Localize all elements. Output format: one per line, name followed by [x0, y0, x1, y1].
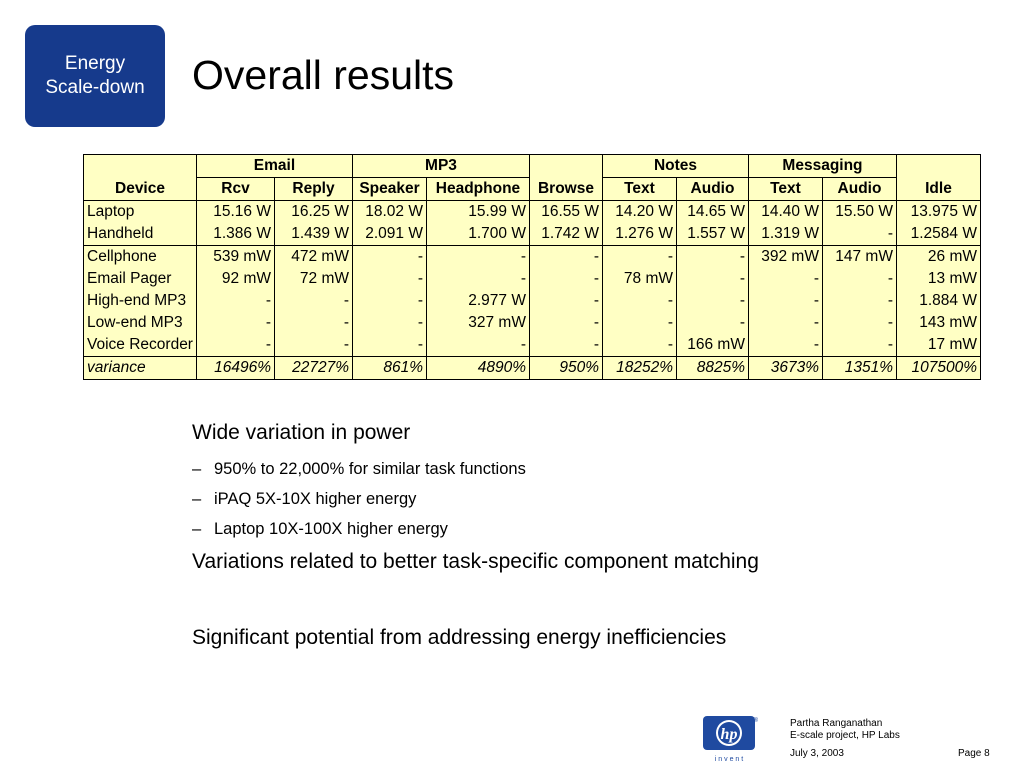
- table-cell: variance: [84, 357, 197, 380]
- footer-credits: [790, 718, 900, 742]
- col-header-notes-audio: Audio: [676, 178, 748, 201]
- group-mp3: MP3: [352, 155, 529, 178]
- table-cell: -: [529, 312, 602, 334]
- table-cell: 1.884 W: [896, 290, 980, 312]
- table-row: [84, 268, 981, 290]
- table-row: [84, 290, 981, 312]
- device-name-cell: Email Pager: [84, 268, 197, 290]
- table-cell: 78 mW: [602, 268, 676, 290]
- table-row: [84, 312, 981, 334]
- table-cell: -: [196, 290, 274, 312]
- col-header-rcv: Rcv: [196, 178, 274, 201]
- table-cell: 143 mW: [896, 312, 980, 334]
- table-cell: 539 mW: [196, 246, 274, 269]
- table-cell: 8825%: [676, 357, 748, 380]
- section-badge: [25, 25, 165, 127]
- table-cell: 18.02 W: [352, 201, 426, 224]
- table-cell: 3673%: [748, 357, 822, 380]
- table-cell: -: [676, 312, 748, 334]
- table-group-header-row: [84, 155, 981, 178]
- table-cell: 950%: [529, 357, 602, 380]
- table-cell: -: [676, 268, 748, 290]
- table-cell: 1.319 W: [748, 223, 822, 246]
- table-cell: 2.977 W: [426, 290, 529, 312]
- table-cell: -: [529, 290, 602, 312]
- table-cell: -: [529, 268, 602, 290]
- device-name-cell: Cellphone: [84, 246, 197, 269]
- col-header-browse: Browse: [529, 178, 602, 201]
- group-notes: Notes: [602, 155, 748, 178]
- col-header-notes-text: Text: [602, 178, 676, 201]
- table-cell: -: [426, 268, 529, 290]
- table-cell: 26 mW: [896, 246, 980, 269]
- table-cell: 1.742 W: [529, 223, 602, 246]
- table-cell: 16.55 W: [529, 201, 602, 224]
- table-cell: 17 mW: [896, 334, 980, 357]
- bullet-significant-potential: Significant potential from addressing energy inefficiencies: [192, 626, 727, 649]
- table-cell: 1.386 W: [196, 223, 274, 246]
- table-cell: -: [676, 290, 748, 312]
- sub-bullet-text: iPAQ 5X-10X higher energy: [214, 490, 417, 508]
- table-row: [84, 246, 981, 269]
- table-cell: 13 mW: [896, 268, 980, 290]
- device-name-cell: Voice Recorder: [84, 334, 197, 357]
- badge-line-1: Energy: [64, 53, 126, 74]
- table-cell: 1351%: [822, 357, 896, 380]
- sub-bullet: – Laptop 10X-100X higher energy: [192, 520, 448, 538]
- device-name-cell: Low-end MP3: [84, 312, 197, 334]
- col-header-reply: Reply: [274, 178, 352, 201]
- table-cell: 166 mW: [676, 334, 748, 357]
- table-cell: -: [352, 268, 426, 290]
- table-cell: -: [196, 334, 274, 357]
- group-messaging: Messaging: [748, 155, 896, 178]
- table-cell: 1.2584 W: [896, 223, 980, 246]
- table-cell: -: [822, 223, 896, 246]
- sub-bullet: – iPAQ 5X-10X higher energy: [192, 490, 417, 508]
- table-row: [84, 201, 981, 224]
- table-cell: 107500%: [896, 357, 980, 380]
- table-cell: 13.975 W: [896, 201, 980, 224]
- table-cell: 2.091 W: [352, 223, 426, 246]
- table-cell: -: [529, 246, 602, 269]
- empty-header-cell: [529, 155, 602, 178]
- table-cell: 92 mW: [196, 268, 274, 290]
- table-cell: 14.40 W: [748, 201, 822, 224]
- table-row: [84, 334, 981, 357]
- table-cell: 16496%: [196, 357, 274, 380]
- table-row: [84, 223, 981, 246]
- col-header-messaging-text: Text: [748, 178, 822, 201]
- empty-header-cell: [84, 155, 197, 178]
- col-header-messaging-audio: Audio: [822, 178, 896, 201]
- col-header-idle: Idle: [896, 178, 980, 201]
- sub-bullet: – 950% to 22,000% for similar task functions: [192, 460, 526, 478]
- table-cell: -: [602, 246, 676, 269]
- footer-author: Partha Ranganathan: [790, 718, 883, 729]
- sub-bullet-text: Laptop 10X-100X higher energy: [214, 520, 448, 538]
- table-cell: -: [676, 246, 748, 269]
- hp-logo-text: hp: [720, 726, 738, 743]
- table-cell: 4890%: [426, 357, 529, 380]
- footer-page-number: Page 8: [958, 748, 990, 759]
- variance-row: [84, 357, 981, 380]
- table-cell: 472 mW: [274, 246, 352, 269]
- table-cell: 327 mW: [426, 312, 529, 334]
- table-cell: -: [426, 334, 529, 357]
- device-name-cell: Handheld: [84, 223, 197, 246]
- col-header-device: Device: [84, 178, 197, 201]
- table-cell: -: [822, 334, 896, 357]
- results-table: [83, 154, 981, 380]
- table-cell: -: [822, 290, 896, 312]
- table-cell: 14.20 W: [602, 201, 676, 224]
- footer-project: E-scale project, HP Labs: [790, 730, 900, 741]
- table-cell: 1.276 W: [602, 223, 676, 246]
- table-cell: -: [748, 290, 822, 312]
- table-cell: -: [602, 290, 676, 312]
- table-cell: 18252%: [602, 357, 676, 380]
- table-cell: 1.439 W: [274, 223, 352, 246]
- table-cell: -: [822, 268, 896, 290]
- table-cell: -: [274, 334, 352, 357]
- table-cell: -: [274, 290, 352, 312]
- table-cell: 147 mW: [822, 246, 896, 269]
- table-cell: 1.557 W: [676, 223, 748, 246]
- table-cell: -: [196, 312, 274, 334]
- table-cell: -: [426, 246, 529, 269]
- sub-bullet-text: 950% to 22,000% for similar task functions: [214, 460, 526, 478]
- bullet-wide-variation: Wide variation in power: [192, 421, 411, 444]
- table-cell: 15.16 W: [196, 201, 274, 224]
- table-cell: -: [602, 334, 676, 357]
- device-name-cell: Laptop: [84, 201, 197, 224]
- bullet-variations: Variations related to better task-specific component matching: [192, 550, 759, 573]
- group-email: Email: [196, 155, 352, 178]
- table-body: [84, 201, 981, 357]
- page-title: Overall results: [192, 52, 455, 98]
- table-cell: -: [748, 312, 822, 334]
- table-cell: -: [748, 268, 822, 290]
- table-cell: -: [352, 246, 426, 269]
- col-header-speaker: Speaker: [352, 178, 426, 201]
- table-cell: -: [274, 312, 352, 334]
- empty-header-cell: [896, 155, 980, 178]
- table-cell: -: [352, 312, 426, 334]
- table-cell: -: [352, 290, 426, 312]
- table-cell: 392 mW: [748, 246, 822, 269]
- table-cell: -: [822, 312, 896, 334]
- table-cell: -: [352, 334, 426, 357]
- col-header-headphone: Headphone: [426, 178, 529, 201]
- hp-logo: [700, 715, 760, 763]
- table-cell: 22727%: [274, 357, 352, 380]
- table-column-header-row: [84, 178, 981, 201]
- table-cell: 861%: [352, 357, 426, 380]
- badge-line-2: Scale-down: [45, 77, 145, 98]
- table-cell: -: [529, 334, 602, 357]
- table-cell: 14.65 W: [676, 201, 748, 224]
- table-cell: 15.99 W: [426, 201, 529, 224]
- device-name-cell: High-end MP3: [84, 290, 197, 312]
- table-cell: 1.700 W: [426, 223, 529, 246]
- table-cell: -: [602, 312, 676, 334]
- results-table-container: [83, 154, 981, 380]
- table-cell: -: [748, 334, 822, 357]
- footer-date: July 3, 2003: [790, 748, 844, 759]
- table-cell: 15.50 W: [822, 201, 896, 224]
- hp-logo-tagline: i n v e n t: [714, 756, 744, 763]
- table-cell: 72 mW: [274, 268, 352, 290]
- table-cell: 16.25 W: [274, 201, 352, 224]
- svg-text:®: ®: [753, 718, 758, 724]
